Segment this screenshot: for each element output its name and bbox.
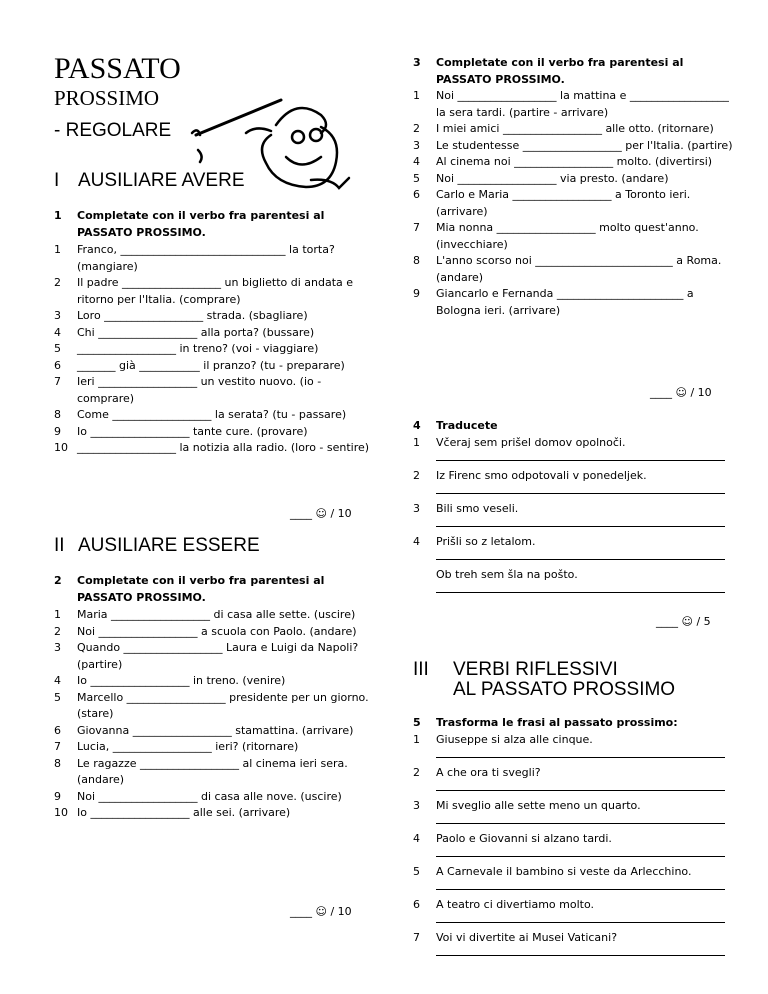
item-number: 7: [413, 221, 420, 234]
answer-row: [413, 468, 725, 501]
item-number: 6: [54, 358, 61, 372]
item-number: 4: [413, 832, 420, 845]
item-text: Noi __________________ a scuola con Paolo. (andare): [77, 624, 357, 638]
item-text: Giuseppe si alza alle cinque.: [436, 733, 593, 746]
exercise-1-instructions: 1 Completate con il verbo fra parentesi al PASSATO PROSSIMO.: [54, 209, 325, 239]
item-number: 3: [54, 309, 61, 322]
item-number: 2: [413, 766, 420, 779]
item-number: 9: [413, 287, 420, 300]
answer-line[interactable]: [436, 889, 725, 890]
item-text: Mi sveglio alle sette meno un quarto.: [436, 799, 641, 812]
item-number: 2: [413, 469, 420, 482]
section-number: I: [54, 170, 60, 191]
item-number: 8: [54, 756, 61, 770]
item-text: L'anno scorso noi _________________________ a Roma. (andare): [436, 254, 722, 284]
item-number: 1: [54, 608, 61, 621]
exercise-1-score: ____ ☺ / 10: [290, 507, 352, 520]
item-number: 9: [54, 424, 61, 438]
item-number: 1: [54, 243, 61, 256]
list-item: [54, 308, 374, 325]
item-text: _______ già ___________ il pranzo? (tu - preparare): [77, 358, 345, 372]
item-text: Quando __________________ Laura e Luigi da Napoli? (partire): [77, 641, 359, 671]
list-item: [413, 253, 733, 286]
list-item: [54, 407, 374, 424]
item-number: 2: [54, 624, 61, 638]
answer-row: [413, 765, 725, 798]
item-number: 6: [54, 723, 61, 737]
list-item: [54, 325, 374, 342]
answer-line[interactable]: [436, 526, 725, 527]
page-title: PASSATO: [54, 52, 181, 85]
item-number: 1: [413, 733, 420, 746]
answer-line[interactable]: [436, 955, 725, 956]
list-item: [54, 341, 374, 358]
section-title: AUSILIARE ESSERE: [78, 535, 260, 556]
answer-row: [413, 864, 725, 897]
item-text: Iz Firenc smo odpotovali v ponedeljek.: [436, 469, 647, 482]
answer-row: [413, 897, 725, 930]
item-text: Maria __________________ di casa alle sette. (uscire): [77, 608, 356, 621]
list-item: [54, 624, 374, 641]
answer-line[interactable]: [436, 922, 725, 923]
exercise-5-instructions: 5 Trasforma le frasi al passato prossimo:: [413, 716, 678, 729]
item-text: Loro __________________ strada. (sbagliare): [77, 309, 308, 322]
item-number: 8: [54, 408, 61, 421]
item-text: A teatro ci divertiamo molto.: [436, 898, 595, 911]
item-number: 4: [413, 535, 420, 548]
exercise-2-list: [54, 607, 374, 822]
item-text: Noi __________________ via presto. (andare): [436, 171, 669, 185]
exercise-4-list: [413, 435, 725, 600]
section-heading-riflessivi: [413, 660, 675, 700]
item-text: __________________ in treno? (voi - viaggiare): [77, 342, 319, 355]
item-text: Bili smo veseli.: [436, 502, 519, 515]
answer-row: [413, 534, 725, 567]
answer-line[interactable]: [436, 460, 725, 461]
item-text: Io __________________ alle sei. (arrivare): [77, 806, 291, 819]
answer-row: [413, 831, 725, 864]
item-text: Io __________________ tante cure. (provare): [77, 424, 308, 438]
item-number: 3: [413, 799, 420, 812]
list-item: [413, 154, 733, 171]
exercise-2-score: ____ ☺ / 10: [290, 905, 352, 918]
item-text: Noi __________________ la mattina e __________________ la sera tardi. (partire - arrivare): [436, 89, 729, 119]
exercise-5-list: [413, 732, 725, 963]
list-item: [54, 723, 374, 740]
item-text: Giancarlo e Fernanda _______________________ a Bologna ieri. (arrivare): [436, 287, 694, 317]
item-text: Come __________________ la serata? (tu - passare): [77, 408, 347, 421]
item-number: 2: [413, 122, 420, 135]
list-item: [54, 640, 374, 673]
item-text: Marcello __________________ presidente per un giorno. (stare): [77, 690, 369, 720]
exercise-3-instructions: 3 Completate con il verbo fra parentesi al PASSATO PROSSIMO.: [413, 56, 684, 86]
item-number: 7: [54, 740, 61, 753]
item-text: Al cinema noi __________________ molto. (divertirsi): [436, 155, 713, 168]
item-number: 7: [54, 375, 61, 388]
section-number: III: [413, 659, 429, 680]
section-number: II: [54, 535, 65, 556]
item-number: 9: [54, 789, 61, 803]
list-item: [413, 286, 733, 319]
item-number: 6: [413, 898, 420, 911]
item-number: 4: [54, 325, 61, 339]
list-item: [54, 805, 374, 822]
exercise-1-list: [54, 242, 374, 457]
item-text: Voi vi divertite ai Musei Vaticani?: [436, 931, 618, 944]
item-text: Ob treh sem šla na pošto.: [436, 568, 578, 581]
exercise-3-score: ____ ☺ / 10: [650, 386, 712, 399]
item-text: Včeraj sem prišel domov opolnoči.: [436, 436, 626, 449]
answer-row: [413, 798, 725, 831]
item-number: 2: [54, 276, 61, 289]
answer-line[interactable]: [436, 559, 725, 560]
answer-line[interactable]: [436, 592, 725, 593]
list-item: [54, 275, 374, 308]
list-item: [54, 440, 374, 457]
answer-row: [413, 501, 725, 534]
item-text: Io __________________ in treno. (venire): [77, 674, 286, 687]
list-item: [413, 121, 733, 138]
item-number: 3: [413, 138, 420, 152]
item-text: Franco, ______________________________ la torta? (mangiare): [77, 243, 335, 273]
list-item: [54, 739, 374, 756]
list-item: [413, 187, 733, 220]
page-subtitle-2: - REGOLARE: [54, 120, 172, 141]
section-title: AUSILIARE AVERE: [78, 170, 245, 191]
answer-row: [413, 732, 725, 765]
item-text: Giovanna __________________ stamattina. (arrivare): [77, 723, 354, 737]
page-subtitle: PROSSIMO: [54, 86, 160, 110]
exercise-4-instructions: 4 Traducete: [413, 419, 498, 432]
list-item: [413, 88, 733, 121]
section-title-2: AL PASSATO PROSSIMO: [453, 679, 676, 700]
item-text: A che ora ti svegli?: [436, 766, 541, 779]
item-number: 5: [54, 342, 61, 355]
item-number: 10: [54, 806, 68, 819]
item-number: 5: [413, 865, 420, 878]
answer-row: [413, 930, 725, 963]
answer-line[interactable]: [436, 790, 725, 791]
section-title: VERBI RIFLESSIVI: [453, 659, 618, 680]
list-item: [413, 171, 733, 188]
item-number: 5: [54, 690, 61, 704]
item-text: Ieri __________________ un vestito nuovo. (io - comprare): [77, 375, 322, 405]
item-number: 10: [54, 441, 68, 454]
item-number: 5: [413, 171, 420, 185]
item-text: Le ragazze __________________ al cinema ieri sera. (andare): [77, 756, 348, 786]
answer-line[interactable]: [436, 493, 725, 494]
answer-row: [413, 567, 725, 600]
item-number: 3: [413, 502, 420, 515]
item-text: Chi __________________ alla porta? (bussare): [77, 325, 315, 339]
answer-row: [413, 435, 725, 468]
answer-line[interactable]: [436, 856, 725, 857]
item-number: 7: [413, 931, 420, 944]
list-item: [413, 220, 733, 253]
list-item: [54, 673, 374, 690]
list-item: [54, 756, 374, 789]
item-text: Paolo e Giovanni si alzano tardi.: [436, 832, 612, 845]
exercise-4-score: ____ ☺ / 5: [656, 615, 711, 628]
item-text: I miei amici __________________ alle otto. (ritornare): [436, 122, 714, 135]
list-item: [413, 138, 733, 155]
list-item: [54, 358, 374, 375]
list-item: [54, 424, 374, 441]
item-text: Prišli so z letalom.: [436, 535, 536, 548]
item-text: Il padre __________________ un biglietto di andata e ritorno per l'Italia. (comprare): [77, 276, 354, 306]
item-text: Le studentesse __________________ per l'Italia. (partire): [436, 138, 733, 152]
item-number: 4: [54, 674, 61, 687]
item-number: 8: [413, 254, 420, 267]
item-text: Carlo e Maria __________________ a Toronto ieri. (arrivare): [436, 188, 691, 218]
item-number: 1: [413, 436, 420, 449]
item-number: 4: [413, 155, 420, 168]
list-item: [54, 374, 374, 407]
answer-line[interactable]: [436, 823, 725, 824]
exercise-2-instructions: 2 Completate con il verbo fra parentesi al PASSATO PROSSIMO.: [54, 574, 325, 604]
list-item: [54, 607, 374, 624]
item-text: Lucia, __________________ ieri? (ritornare): [77, 740, 299, 753]
exercise-3-list: [413, 88, 733, 319]
list-item: [54, 789, 374, 806]
item-number: 1: [413, 89, 420, 102]
section-heading-avere: [54, 170, 245, 192]
list-item: [54, 690, 374, 723]
list-item: [54, 242, 374, 275]
answer-line[interactable]: [436, 757, 725, 758]
section-heading-essere: [54, 535, 260, 557]
item-number: 6: [413, 188, 420, 201]
item-text: Noi __________________ di casa alle nove. (uscire): [77, 789, 342, 803]
item-text: A Carnevale il bambino si veste da Arlecchino.: [436, 865, 692, 878]
item-text: __________________ la notizia alla radio. (loro - sentire): [77, 441, 370, 454]
item-text: Mia nonna __________________ molto quest'anno. (invecchiare): [436, 221, 699, 251]
item-number: 3: [54, 641, 61, 654]
